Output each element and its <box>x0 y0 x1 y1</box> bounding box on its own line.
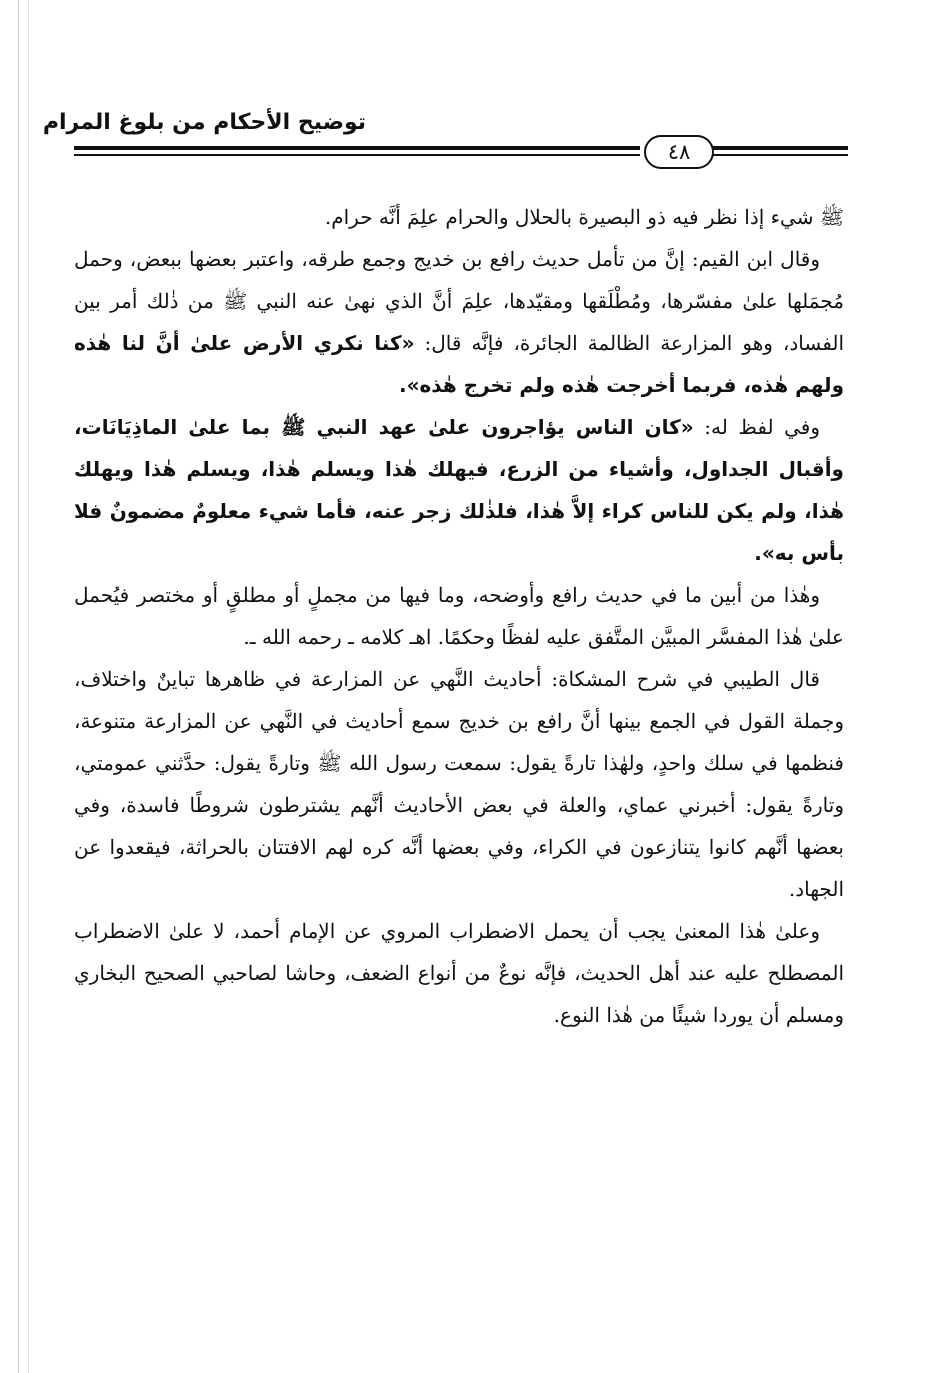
hadith-quote-1: «كنا نكري الأرض علىٰ أنَّ لنا هٰذه ولهم هٰذه، فربما أخرجت هٰذه ولم تخرج هٰذه». <box>74 331 844 397</box>
paragraph-alternate-wording-intro: وفي لفظ له: <box>704 415 820 439</box>
running-title: توضيح الأحكام من بلوغ المرام <box>42 110 366 135</box>
page-margin-line-secondary <box>28 0 29 1373</box>
page-margin-line <box>18 0 19 1373</box>
paragraph-explanation: وهٰذا من أبين ما في حديث رافع وأوضحه، وما فيها من مجملٍ أو مطلقٍ أو مختصر فيُحمل علىٰ هٰذا المفسَّر المبيَّن المتَّفق عليه لفظًا وحكمًا. اهـ كلامه ـ رحمه الله ـ. <box>74 583 844 649</box>
page-number: ٤٨ <box>644 135 714 169</box>
header-rule-left-thin <box>74 154 640 156</box>
paragraph-ibn-qayyim-intro: وقال ابن القيم: إنَّ من تأمل حديث رافع بن خديج وجمع طرقه، واعتبر بعضها ببعض، وحمل مُجمَلها علىٰ مفسّرها، ومُطْلَقها ومقيّدها، علِمَ أنَّ الذي نهىٰ عنه النبي ﷺ من ذٰلك أمر بين الفساد، وهو المزارعة الظالمة الجائرة، فإنَّه قال: <box>74 247 844 355</box>
paragraph-alternate-wording <box>74 406 844 574</box>
header-rule-left-thick <box>74 146 640 150</box>
paragraph-tibi: قال الطيبي في شرح المشكاة: أحاديث النَّهي عن المزارعة في ظاهرها تباينٌ واختلاف، وجملة القول في الجمع بينها أنَّ رافع بن خديج سمع أحاديث في النَّهي عن المزارعة متنوعة، فنظمها في سلك واحدٍ، ولهٰذا تارةً يقول: سمعت رسول الله ﷺ وتارةً يقول: حدَّثني عمومتي، وتارةً يقول: أخبرني عماي، والعلة في بعض الأحاديث أنَّهم يشترطون شروطًا فاسدة، وفي بعضها أنَّهم كانوا يتنازعون في الكراء، وفي بعضها أنَّه كره لهم الافتتان بالحراثة، فيقعدوا عن الجهاد. <box>74 667 844 901</box>
header-rule-right-thick <box>713 146 848 150</box>
paragraph-ibn-qayyim <box>74 238 844 406</box>
paragraph-conclusion: وعلىٰ هٰذا المعنىٰ يجب أن يحمل الاضطراب المروي عن الإمام أحمد، لا علىٰ الاضطراب المصطلح عليه عند أهل الحديث، فإنَّه نوعٌ من أنواع الضعف، وحاشا لصاحبي الصحيح البخاري ومسلم أن يوردا شيئًا من هٰذا النوع. <box>74 919 845 1027</box>
page-header <box>42 104 850 184</box>
paragraph-1: ﷺ شيء إذا نظر فيه ذو البصيرة بالحلال والحرام علِمَ أنَّه حرام. <box>324 205 844 229</box>
document-body <box>74 196 844 1036</box>
hadith-quote-2: «كان الناس يؤاجرون علىٰ عهد النبي ﷺ بما علىٰ الماذِيَانَات، وأقبال الجداول، وأشياء من الزرع، فيهلك هٰذا ويسلم هٰذا، ويسلم هٰذا ويهلك هٰذا، ولم يكن للناس كراء إلاَّ هٰذا، فلذٰلك زجر عنه، فأما شيء معلومٌ مضمونٌ فلا بأس به». <box>74 415 844 565</box>
header-rule-right-thin <box>713 154 848 156</box>
